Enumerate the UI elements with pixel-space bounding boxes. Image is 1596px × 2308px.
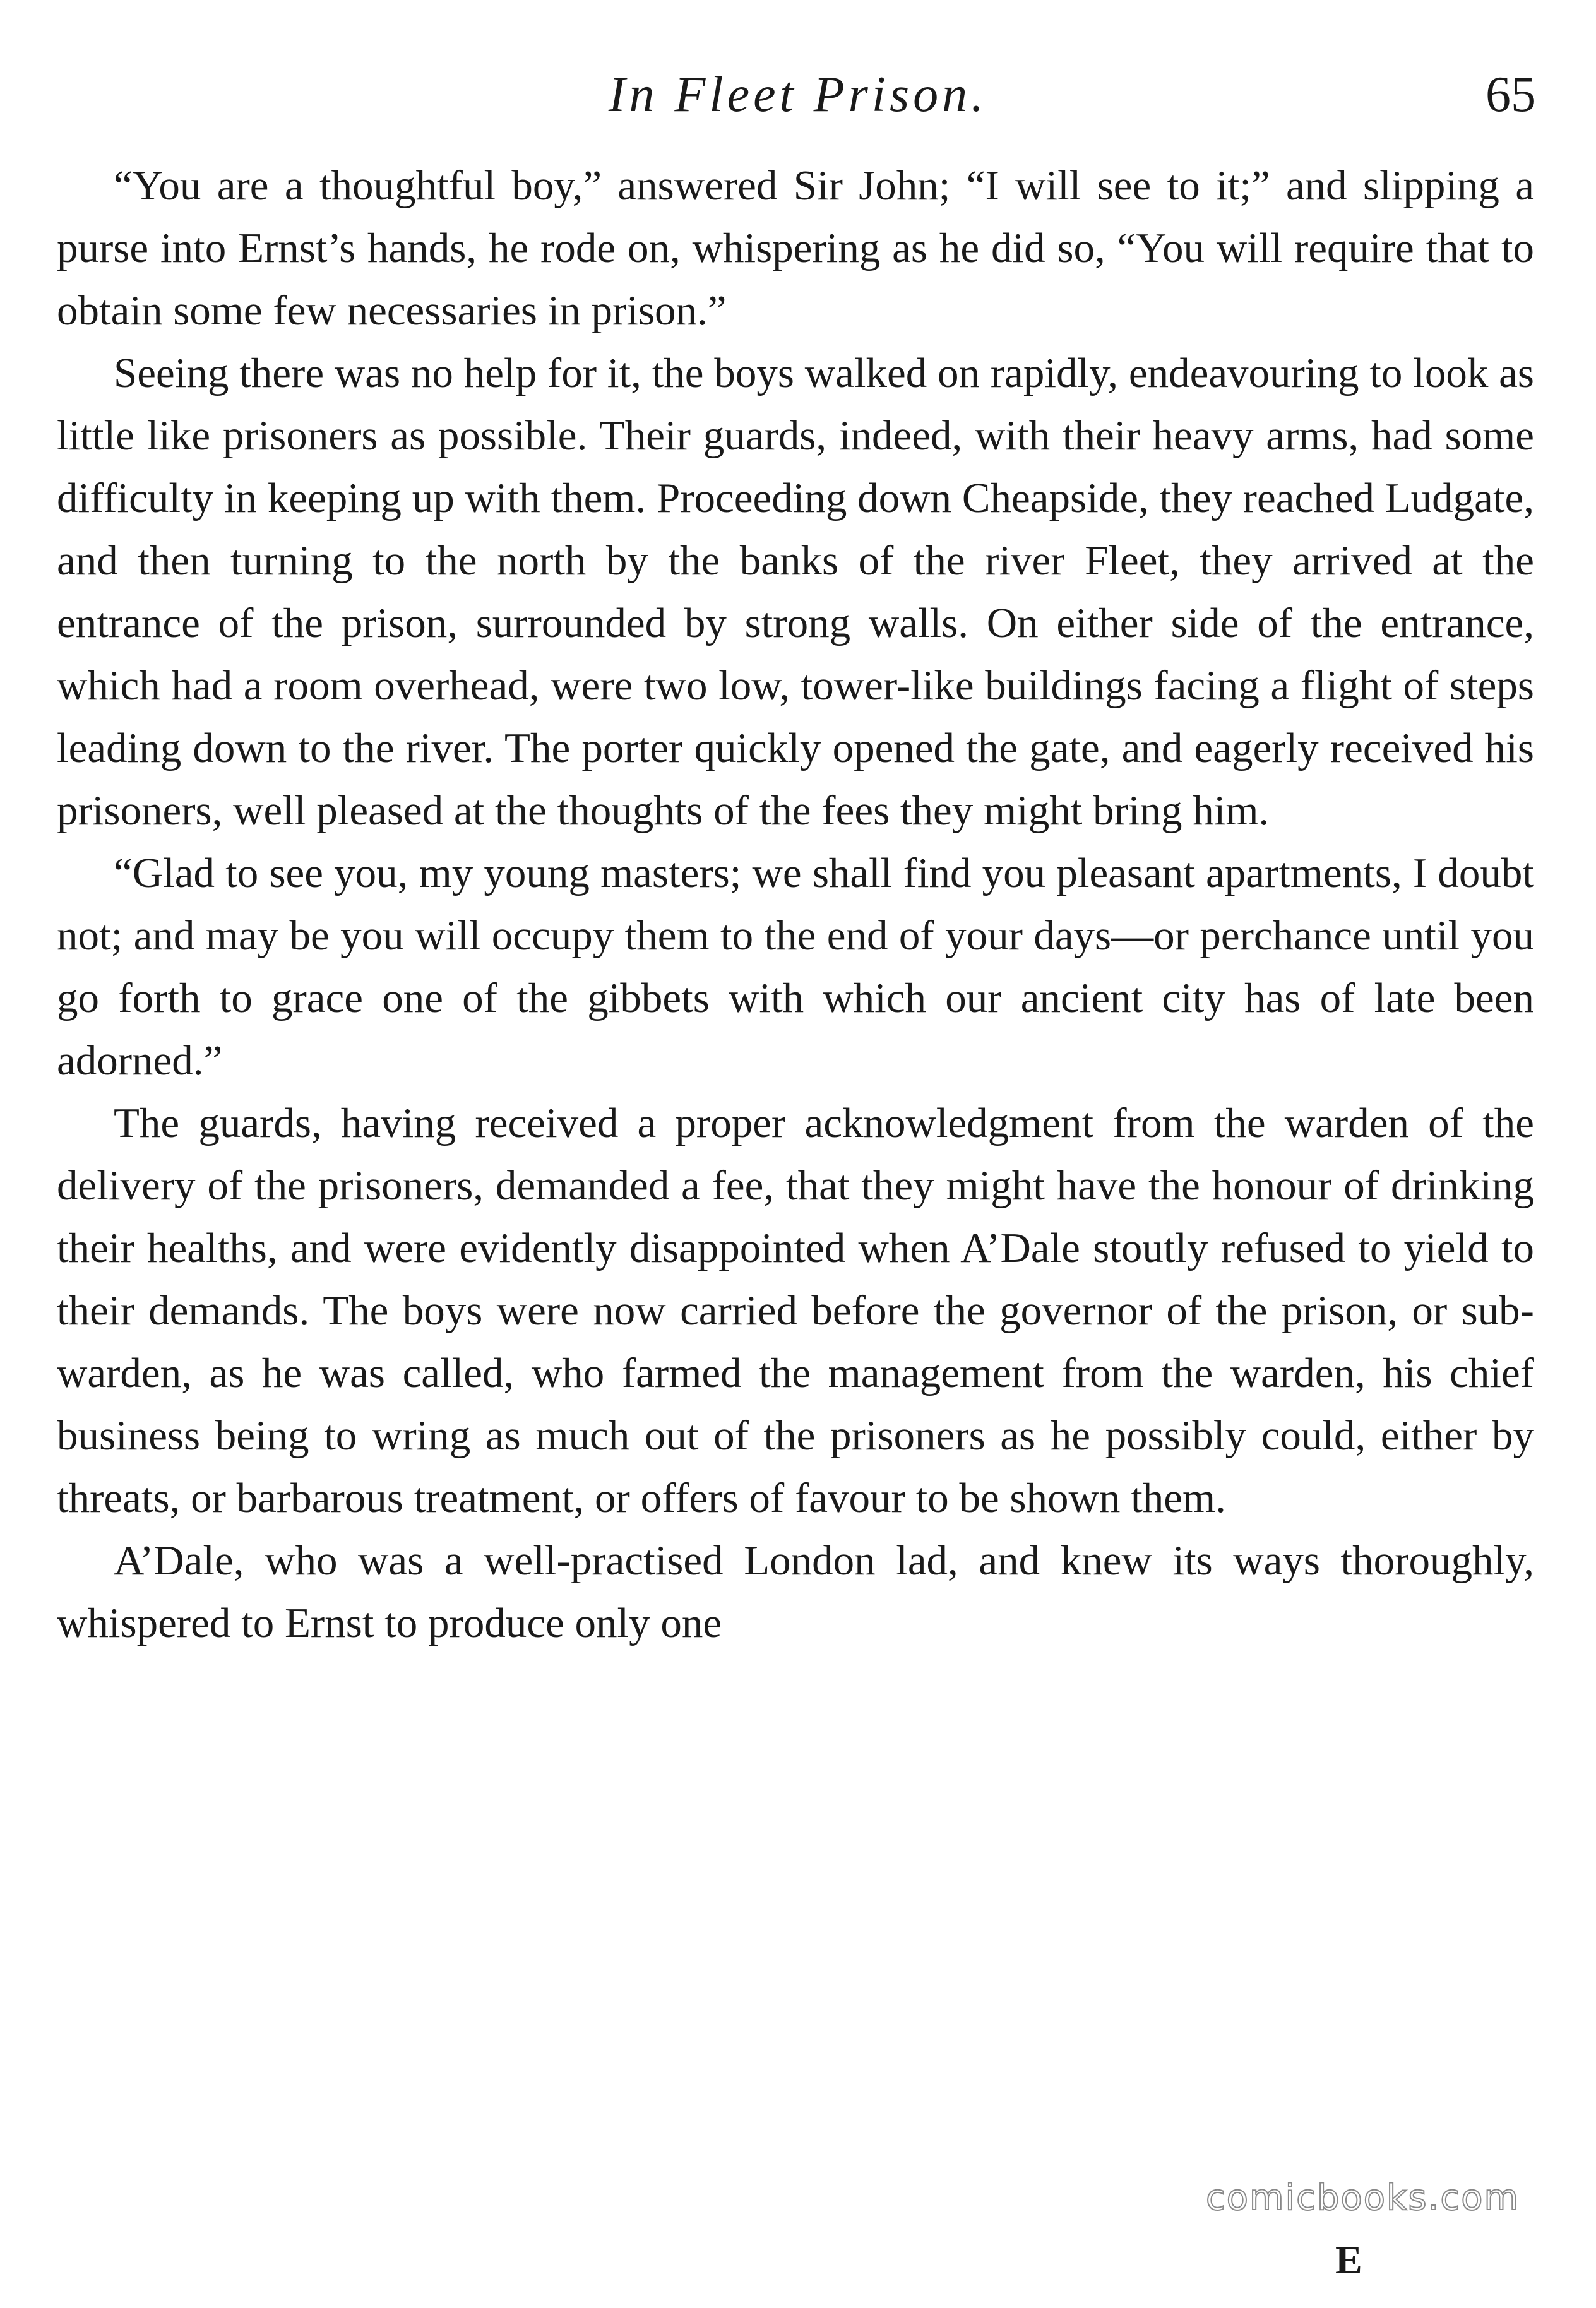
paragraph-5: A’Dale, who was a well-practised London lad, and knew its ways thoroughly, whispered to Ernst to produce only one	[57, 1537, 1534, 1646]
paragraph-2: Seeing there was no help for it, the boys walked on rapidly, endeavouring to look as little like prisoners as possible. Their guards, indeed, with their heavy arms, had some difficulty in keeping up with them. Proceeding down Cheapside, they reached Ludgate, and then turning to the north by the banks of the river Fleet, they arrived at the entrance of the prison, surrounded by strong walls. On either side of the entrance, which had a room overhead, were two low, tower-like buildings facing a flight of steps leading down to the river. The porter quickly opened the gate, and eagerly received his prisoners, well pleased at the thoughts of the fees they might bring him.	[57, 350, 1534, 834]
paragraph-4: The guards, having received a proper acknowledgment from the warden of the delivery of the prisoners, demanded a fee, that they might have the honour of drinking their healths, and were evidently disappointed when A’Dale stoutly refused to yield to their demands. The boys were now carried before the governor of the prison, or sub-warden, as he was called, who farmed the management from the warden, his chief business being to wring as much out of the prisoners as he possibly could, either by threats, or barbarous treatment, or offers of favour to be shown them.	[57, 1100, 1534, 1521]
running-head: In Fleet Prison.	[608, 67, 988, 122]
watermark: comicbooks.com	[1206, 2177, 1520, 2218]
page-number: 65	[1486, 67, 1536, 122]
paragraph-3: “Glad to see you, my young masters; we shall find you pleasant apartments, I doubt not; and may be you will occupy them to the end of your days—or perchance until you go forth to grace one of the gibbets with which our ancient city has of late been adorned.”	[57, 850, 1534, 1084]
body-text	[57, 155, 1534, 1655]
signature-mark: E	[1335, 2237, 1362, 2282]
paragraph-1: “You are a thoughtful boy,” answered Sir John; “I will see to it;” and slipping a purse into Ernst’s hands, he rode on, whispering as he did so, “You will require that to obtain some few necessaries in prison.”	[57, 162, 1534, 334]
page-header	[60, 60, 1536, 129]
